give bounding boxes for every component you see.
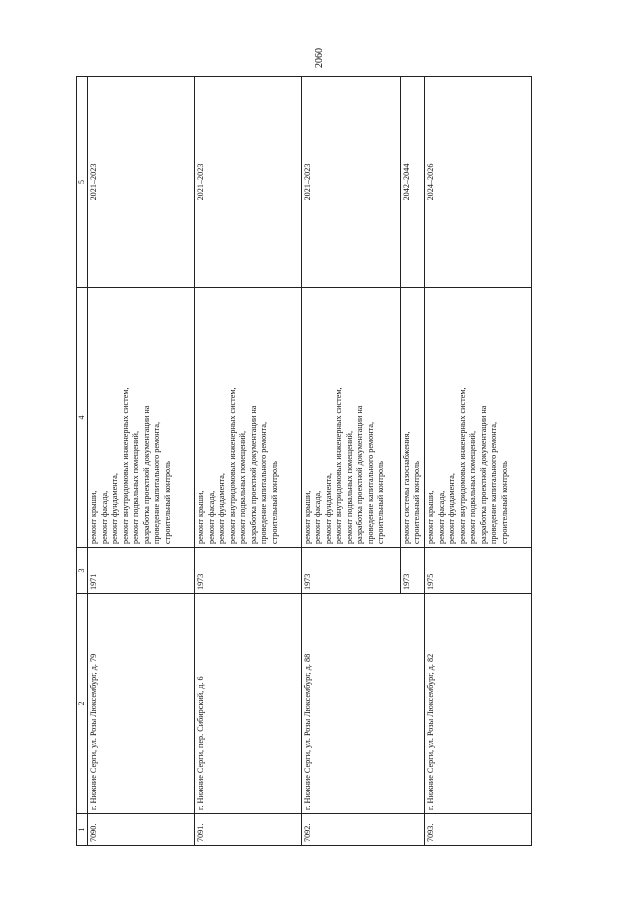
header-col-3: 3: [77, 548, 88, 594]
work-item: ремонт фундамента,: [110, 473, 120, 544]
header-col-4: 4: [77, 288, 88, 548]
works-cell: [195, 288, 302, 548]
year-cell: 1975: [425, 548, 532, 594]
work-item: ремонт внутридомовых инженерных систем,: [334, 387, 344, 544]
work-item: ремонт крыши,: [302, 490, 312, 544]
work-item: проведение капитального ремонта,: [259, 421, 269, 544]
page-number: 2060: [314, 48, 325, 68]
work-item: проведение капитального ремонта,: [489, 421, 499, 544]
work-item: ремонт фасада,: [436, 490, 446, 544]
work-item: ремонт фасада,: [206, 490, 216, 544]
work-item: ремонт подвальных помещений,: [238, 431, 248, 544]
work-item: ремонт фундамента,: [447, 473, 457, 544]
work-item: ремонт фасада,: [99, 490, 109, 544]
work-item: разработка проектной документации на: [478, 405, 488, 544]
works-cell: [400, 288, 425, 548]
work-item: ремонт внутридомовых инженерных систем,: [227, 387, 237, 544]
work-item: строительный контроль: [376, 461, 386, 544]
table-row: [88, 77, 195, 846]
work-item: ремонт крыши,: [196, 490, 206, 544]
work-item: ремонт подвальных помещений,: [344, 431, 354, 544]
work-item: ремонт подвальных помещений,: [131, 431, 141, 544]
table-body: [88, 77, 532, 846]
period-cell: 2042–2044: [400, 77, 425, 288]
header-col-1: 1: [77, 814, 88, 846]
work-item: строительный контроль: [269, 461, 279, 544]
table-row: [425, 77, 532, 846]
period-cell: 2021–2023: [195, 77, 302, 288]
year-cell: 1973: [301, 548, 400, 594]
work-item: ремонт крыши,: [426, 490, 436, 544]
year-cell: 1973: [400, 548, 425, 594]
row-number-cell: 7093.: [425, 814, 532, 846]
row-number-cell: 7092.: [301, 814, 424, 846]
work-item: разработка проектной документации на: [141, 405, 151, 544]
work-item: ремонт подвальных помещений,: [468, 431, 478, 544]
address-cell: г. Нижние Серги, ул. Розы Люксембург, д. 88: [301, 594, 424, 814]
header-col-2: 2: [77, 594, 88, 814]
works-cell: [301, 288, 400, 548]
work-item: ремонт фундамента,: [217, 473, 227, 544]
table-row: [195, 77, 302, 846]
work-item: ремонт внутридомовых инженерных систем,: [457, 387, 467, 544]
address-cell: г. Нижние Серги, ул. Розы Люксембург, д. 79: [88, 594, 195, 814]
work-item: строительный контроль: [412, 461, 421, 544]
work-item: разработка проектной документации на: [355, 405, 365, 544]
rotated-table-container: [76, 76, 532, 846]
year-cell: 1973: [195, 548, 302, 594]
period-cell: 2024–2026: [425, 77, 532, 288]
work-item: ремонт внутридомовых инженерных систем,: [120, 387, 130, 544]
table-row: [301, 77, 400, 846]
work-item: ремонт фасада,: [313, 490, 323, 544]
work-item: ремонт фундамента,: [323, 473, 333, 544]
works-cell: [88, 288, 195, 548]
work-item: разработка проектной документации на: [248, 405, 258, 544]
repair-schedule-table: [76, 76, 532, 846]
period-cell: 2021–2023: [301, 77, 400, 288]
row-number-cell: 7091.: [195, 814, 302, 846]
year-cell: 1971: [88, 548, 195, 594]
header-row: [77, 77, 88, 846]
work-item: строительный контроль: [162, 461, 172, 544]
work-item: строительный контроль: [499, 461, 509, 544]
works-cell: [425, 288, 532, 548]
period-cell: 2021–2023: [88, 77, 195, 288]
row-number-cell: 7090.: [88, 814, 195, 846]
work-item: ремонт системы газоснабжения,: [401, 431, 411, 544]
address-cell: г. Нижние Серги, ул. Розы Люксембург, д. 82: [425, 594, 532, 814]
work-item: проведение капитального ремонта,: [365, 421, 375, 544]
address-cell: г. Нижние Серги, пер. Сибирский, д. 6: [195, 594, 302, 814]
work-item: ремонт крыши,: [89, 490, 99, 544]
work-item: проведение капитального ремонта,: [152, 421, 162, 544]
header-col-5: 5: [77, 77, 88, 288]
